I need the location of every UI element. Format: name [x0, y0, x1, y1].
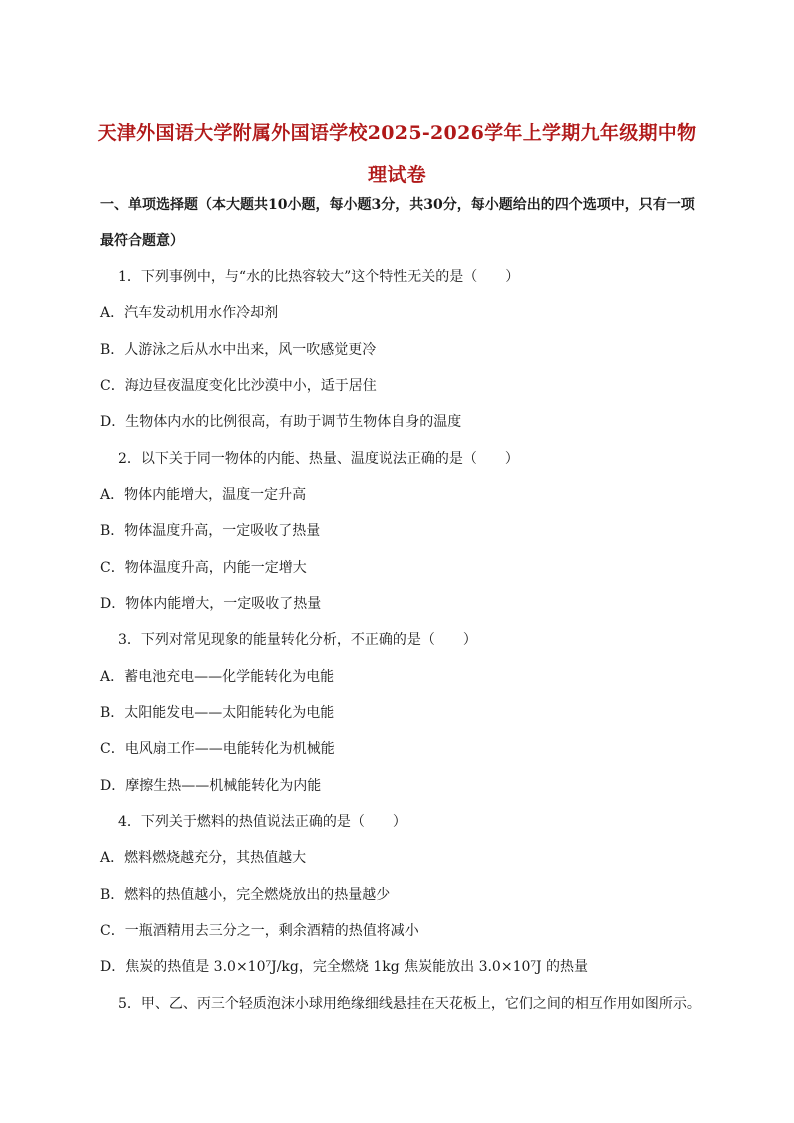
section-heading-line-1: 一、单项选择题（本大题共10小题，每小题3分，共30分，每小题给出的四个选项中，只有一项 — [100, 197, 695, 213]
question-4-option-d: D．焦炭的热值是 3.0×10⁷J/kg，完全燃烧 1kg 焦炭能放出 3.0×10⁷J 的热量 — [100, 959, 589, 975]
section-heading-line-2: 最符合题意） — [100, 233, 184, 249]
question-1-option-b: B．人游泳之后从水中出来，风一吹感觉更冷 — [100, 342, 377, 358]
question-1-option-d: D．生物体内水的比例很高，有助于调节生物体自身的温度 — [100, 414, 462, 430]
question-2-option-c: C．物体温度升高，内能一定增大 — [100, 560, 307, 576]
question-4-stem: 4．下列关于燃料的热值说法正确的是（ ） — [118, 814, 407, 830]
question-3-option-d: D．摩擦生热——机械能转化为内能 — [100, 778, 322, 794]
exam-title-line-2: 理试卷 — [368, 164, 426, 186]
question-4-option-c: C．一瓶酒精用去三分之一，剩余酒精的热值将减小 — [100, 923, 419, 939]
question-2-option-d: D．物体内能增大，一定吸收了热量 — [100, 596, 322, 612]
exam-title — [60, 112, 734, 196]
question-1-stem: 1．下列事例中，与“水的比热容较大”这个特性无关的是（ ） — [118, 269, 520, 285]
exam-title-line-1: 天津外国语大学附属外国语学校2025-2026学年上学期九年级期中物 — [97, 122, 697, 144]
question-5-stem: 5．甲、乙、丙三个轻质泡沫小球用绝缘细线悬挂在天花板上，它们之间的相互作用如图所示。 — [118, 996, 701, 1012]
question-4-option-b: B．燃料的热值越小，完全燃烧放出的热量越少 — [100, 887, 391, 903]
question-3-option-a: A．蓄电池充电——化学能转化为电能 — [100, 669, 335, 685]
question-3-option-c: C．电风扇工作——电能转化为机械能 — [100, 741, 335, 757]
question-1-option-c: C．海边昼夜温度变化比沙漠中小，适于居住 — [100, 378, 377, 394]
question-2-option-b: B．物体温度升高，一定吸收了热量 — [100, 523, 321, 539]
question-3-stem: 3．下列对常见现象的能量转化分析，不正确的是（ ） — [118, 632, 477, 648]
question-4-option-a: A．燃料燃烧越充分，其热值越大 — [100, 850, 307, 866]
question-1-option-a: A．汽车发动机用水作冷却剂 — [100, 305, 279, 321]
question-2-stem: 2．以下关于同一物体的内能、热量、温度说法正确的是（ ） — [118, 451, 519, 467]
question-2-option-a: A．物体内能增大，温度一定升高 — [100, 487, 307, 503]
question-3-option-b: B．太阳能发电——太阳能转化为电能 — [100, 705, 335, 721]
